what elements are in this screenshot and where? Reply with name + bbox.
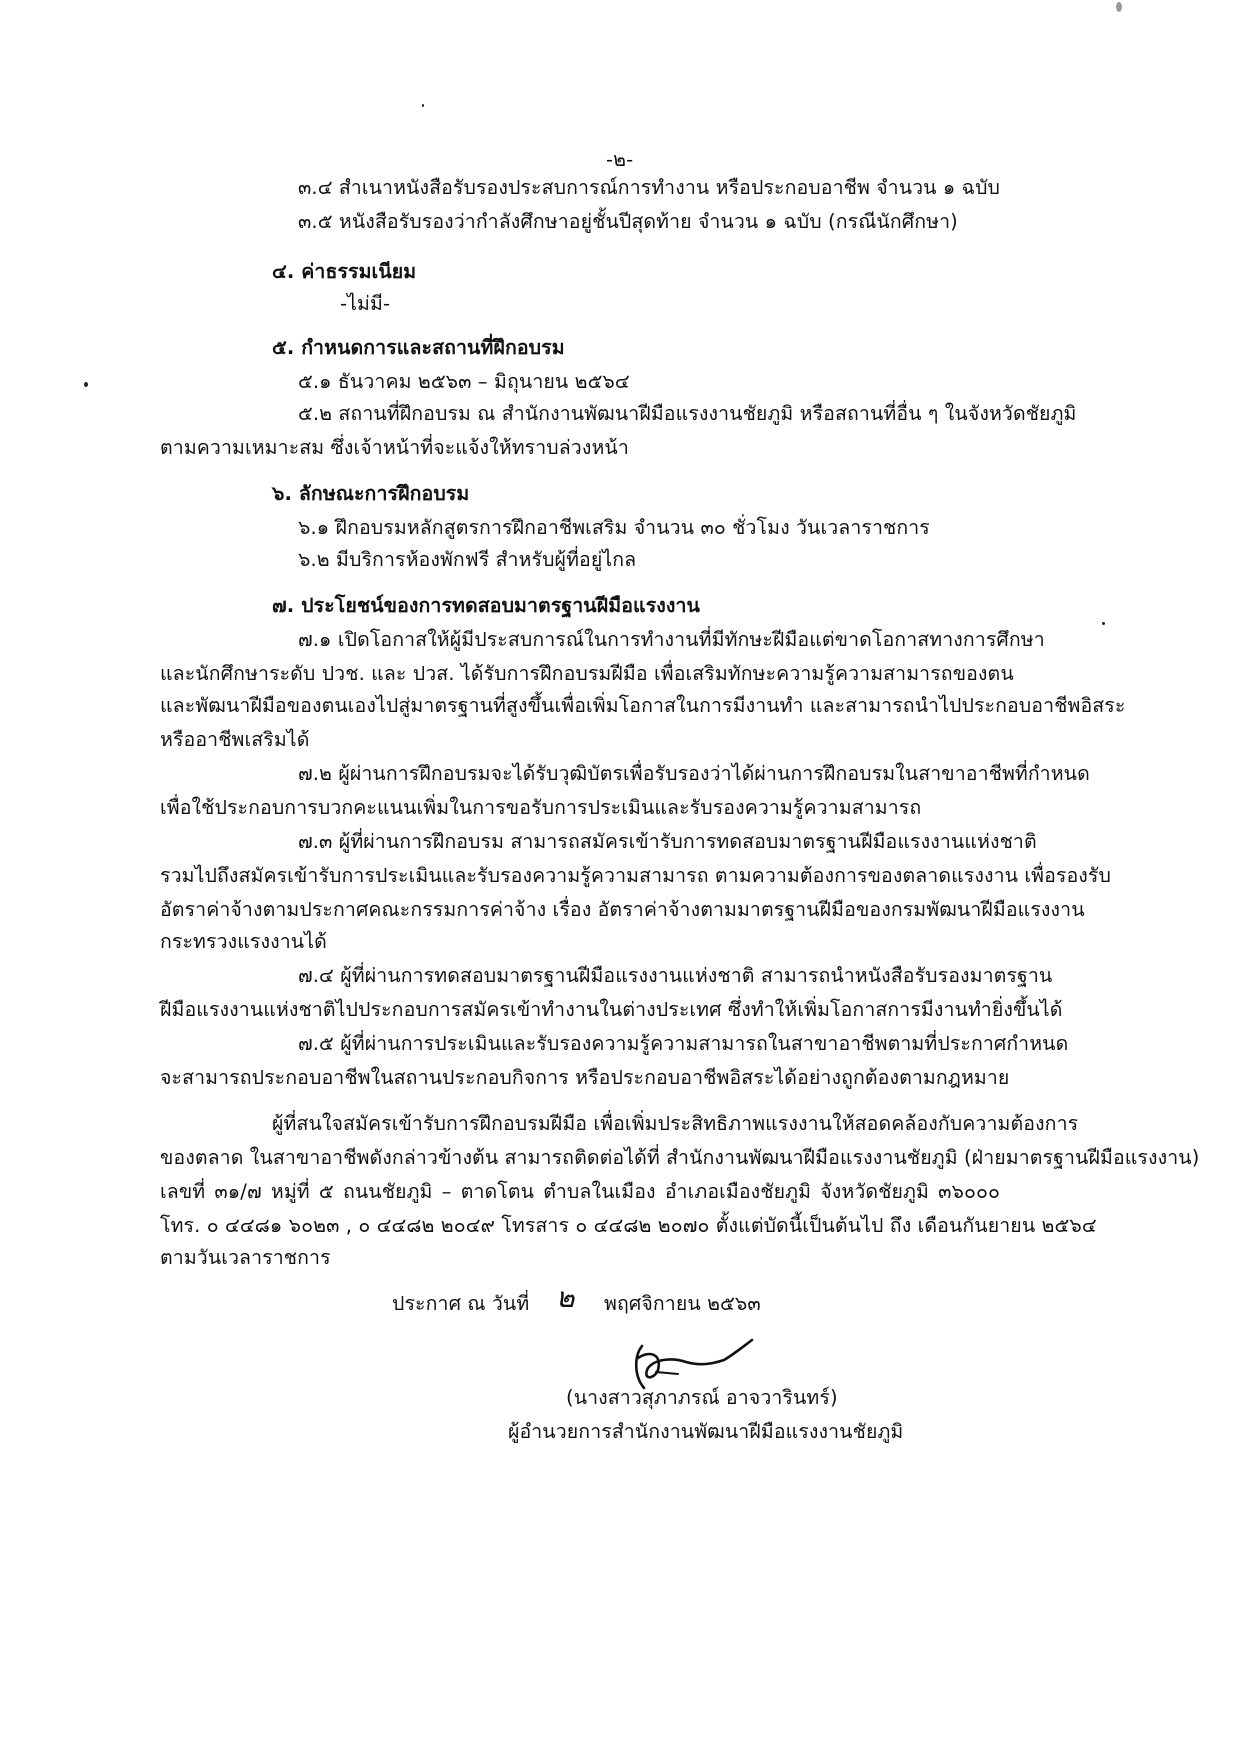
scan-speck-left — [84, 382, 88, 387]
item-7-4-line1: ๗.๔ ผู้ที่ผ่านการทดสอบมาตรฐานฝีมือแรงงานแห่งชาติ สามารถนำหนังสือรับรองมาตรฐาน — [298, 964, 1053, 987]
item-7-3-line1: ๗.๓ ผู้ที่ผ่านการฝึกอบรม สามารถสมัครเข้ารับการทดสอบมาตรฐานฝีมือแรงงานแห่งชาติ — [298, 830, 1037, 853]
item-7-5-line2: จะสามารถประกอบอาชีพในสถานประกอบกิจการ หรือประกอบอาชีพอิสระได้อย่างถูกต้องตามกฎหมาย — [160, 1066, 1010, 1089]
item-7-2-line1: ๗.๒ ผู้ผ่านการฝึกอบรมจะได้รับวุฒิบัตรเพื่อรับรองว่าได้ผ่านการฝึกอบรมในสาขาอาชีพที่กำหนด — [298, 762, 1090, 785]
item-7-1-line4: หรืออาชีพเสริมได้ — [160, 728, 310, 751]
item-7-3-line3: อัตราค่าจ้างตามประกาศคณะกรรมการค่าจ้าง เรื่อง อัตราค่าจ้างตามมาตรฐานฝีมือของกรมพัฒนาฝีมือแรงงาน — [160, 898, 1085, 921]
item-7-4-line2: ฝีมือแรงงานแห่งชาติไปประกอบการสมัครเข้าทำงานในต่างประเทศ ซึ่งทำให้เพิ่มโอกาสการมีงานทำยิ่งขึ้นได้ — [160, 998, 1063, 1021]
announcement-month-year: พฤศจิกายน ๒๕๖๓ — [604, 1292, 761, 1315]
item-5-2-line1: ๕.๒ สถานที่ฝึกอบรม ณ สำนักงานพัฒนาฝีมือแรงงานชัยภูมิ หรือสถานที่อื่น ๆ ในจังหวัดชัยภูมิ — [298, 402, 1077, 425]
scan-speck-top — [422, 104, 424, 107]
contact-line3: เลขที่ ๓๑/๗ หมู่ที่ ๕ ถนนชัยภูมิ – ตาดโตน ตำบลในเมือง อำเภอเมืองชัยภูมิ จังหวัดชัยภูมิ ๓๖๐๐๐ — [160, 1180, 1000, 1203]
scan-speck-corner — [1116, 2, 1122, 12]
item-3-4: ๓.๔ สำเนาหนังสือรับรองประสบการณ์การทำงาน หรือประกอบอาชีพ จำนวน ๑ ฉบับ — [298, 176, 1001, 199]
item-7-1-line2: และนักศึกษาระดับ ปวช. และ ปวส. ได้รับการฝึกอบรมฝีมือ เพื่อเสริมทักษะความรู้ความสามารถของตน — [160, 662, 1014, 685]
item-3-5: ๓.๕ หนังสือรับรองว่ากำลังศึกษาอยู่ชั้นปีสุดท้าย จำนวน ๑ ฉบับ (กรณีนักศึกษา) — [298, 210, 958, 233]
section-7-heading: ๗. ประโยชน์ของการทดสอบมาตรฐานฝีมือแรงงาน — [272, 594, 700, 617]
section-4-heading: ๔. ค่าธรรมเนียม — [272, 260, 417, 283]
signatory-position: ผู้อำนวยการสำนักงานพัฒนาฝีมือแรงงานชัยภูมิ — [508, 1420, 904, 1443]
item-7-1-line1: ๗.๑ เปิดโอกาสให้ผู้มีประสบการณ์ในการทำงานที่มีทักษะฝีมือแต่ขาดโอกาสทางการศึกษา — [298, 628, 1045, 651]
section-5-heading: ๕. กำหนดการและสถานที่ฝึกอบรม — [272, 336, 565, 359]
contact-line2: ของตลาด ในสาขาอาชีพดังกล่าวข้างต้น สามารถติดต่อได้ที่ สำนักงานพัฒนาฝีมือแรงงานชัยภูมิ (ฝ่ายมาตรฐานฝีมือแรงงาน) — [160, 1146, 1200, 1169]
page-number: -๒- — [606, 148, 634, 171]
contact-line4: โทร. ๐ ๔๔๘๑ ๖๐๒๓ , ๐ ๔๔๘๒ ๒๐๔๙ โทรสาร ๐ ๔๔๘๒ ๒๐๗๐ ตั้งแต่บัดนี้เป็นต้นไป ถึง เดือนกันยายน ๒๕๖๔ — [160, 1214, 1097, 1237]
contact-line5: ตามวันเวลาราชการ — [160, 1246, 331, 1269]
item-5-2-line2: ตามความเหมาะสม ซึ่งเจ้าหน้าที่จะแจ้งให้ทราบล่วงหน้า — [160, 436, 629, 459]
item-6-1: ๖.๑ ฝึกอบรมหลักสูตรการฝึกอาชีพเสริม จำนวน ๓๐ ชั่วโมง วันเวลาราชการ — [298, 516, 930, 539]
item-7-3-line4: กระทรวงแรงงานได้ — [160, 930, 327, 953]
section-4-body: -ไม่มี- — [340, 292, 391, 315]
contact-line1: ผู้ที่สนใจสมัครเข้ารับการฝึกอบรมฝีมือ เพื่อเพิ่มประสิทธิภาพแรงงานให้สอดคล้องกับความต้องการ — [272, 1112, 1079, 1135]
announcement-prefix: ประกาศ ณ วันที่ — [392, 1292, 530, 1315]
item-7-3-line2: รวมไปถึงสมัครเข้ารับการประเมินและรับรองความรู้ความสามารถ ตามความต้องการของตลาดแรงงาน เพื่อรองรับ — [160, 864, 1111, 887]
item-5-1: ๕.๑ ธันวาคม ๒๕๖๓ – มิถุนายน ๒๕๖๔ — [298, 370, 630, 393]
section-6-heading: ๖. ลักษณะการฝึกอบรม — [272, 482, 470, 505]
signatory-name: (นางสาวสุภาภรณ์ อาจวารินทร์) — [566, 1386, 838, 1409]
item-7-2-line2: เพื่อใช้ประกอบการบวกคะแนนเพิ่มในการขอรับการประเมินและรับรองความรู้ความสามารถ — [160, 796, 922, 819]
item-6-2: ๖.๒ มีบริการห้องพักฟรี สำหรับผู้ที่อยู่ไกล — [298, 548, 637, 571]
item-7-1-line3: และพัฒนาฝีมือของตนเองไปสู่มาตรฐานที่สูงขึ้นเพื่อเพิ่มโอกาสในการมีงานทำ และสามารถนำไปประกอบอาชีพอิสระ — [160, 694, 1126, 717]
announcement-day: ๒ — [556, 1281, 575, 1314]
scan-speck-right — [1102, 622, 1105, 625]
item-7-5-line1: ๗.๕ ผู้ที่ผ่านการประเมินและรับรองความรู้ความสามารถในสาขาอาชีพตามที่ประกาศกำหนด — [298, 1032, 1069, 1055]
